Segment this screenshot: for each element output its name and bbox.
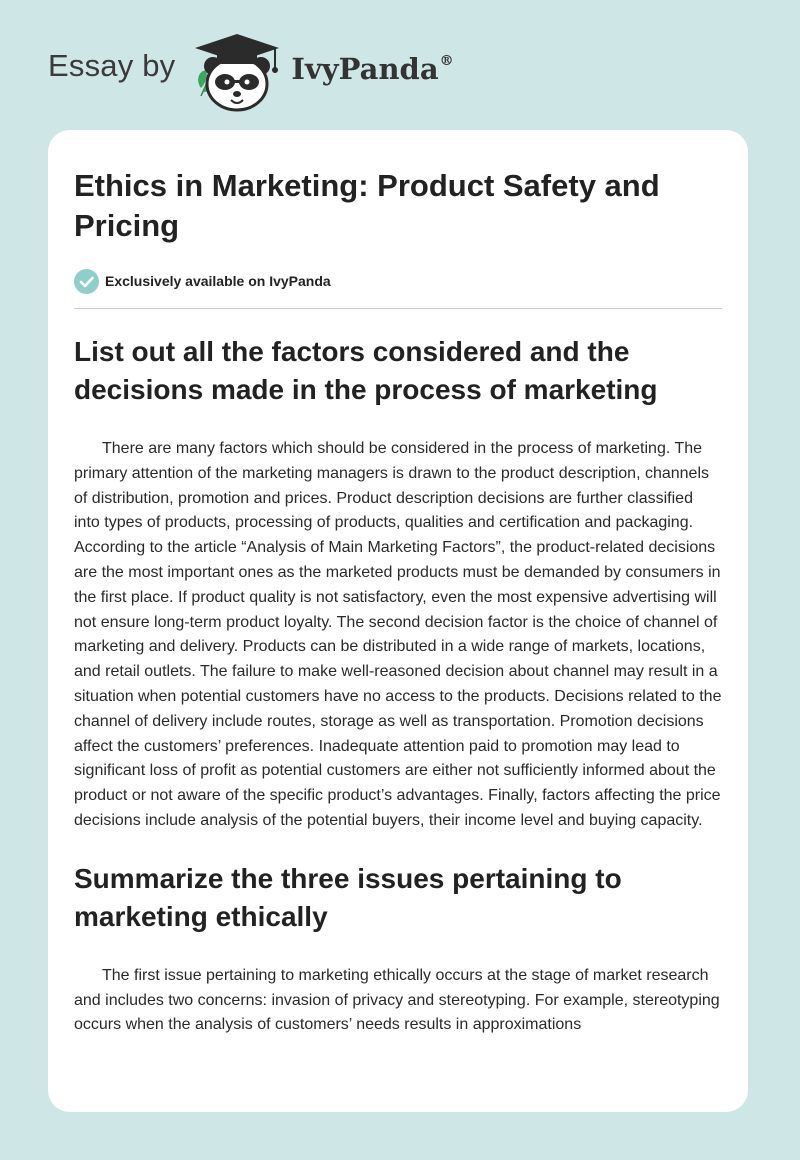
divider [74, 308, 722, 309]
panda-graduate-icon[interactable] [191, 30, 287, 114]
exclusive-label: Exclusively available on IvyPanda [105, 273, 331, 289]
essay-card [48, 130, 748, 1112]
essay-by-label: Essay by [48, 48, 176, 83]
section-paragraph: The first issue pertaining to marketing ethically occurs at the stage of market research and includes two concerns: invasion of privacy and stereotyping. For example, stereotyping occurs when the analysis of customers’ needs results in approximations [74, 966, 720, 1034]
check-circle-icon [74, 269, 99, 294]
brand-name[interactable]: IvyPanda® [291, 52, 454, 86]
section-heading: Summarize the three issues pertaining to marketing ethically [74, 862, 622, 932]
registered-mark: ® [439, 53, 454, 69]
section-heading: List out all the factors considered and the decisions made in the process of marketing [74, 336, 658, 405]
section-paragraph: There are many factors which should be considered in the process of marketing. The primary attention of the marketing managers is drawn to the product description, channels of distribution, promotion and prices. Product description decisions are further classified into types of products, processing of products, qualities and certification and packaging. According to the article “Analysis of Main Marketing Factors”, the product-related decisions are the most important ones as the marketed products must be demanded by consumers in the first place. If product quality is not satisfactory, even the most expensive advertising will not ensure long-term product loyalty. The second decision factor is the choice of channel of marketing and delivery. Products can be distributed in a wide range of markets, locations, and retail outlets. The failure to make well-reasoned decision about channel may result in a situation when potential customers have no access to the products. Decisions related to the channel of delivery include routes, storage as well as transportation. Promotion decisions affect the customers’ preferences. Inadequate attention paid to promotion may lead to significant loss of profit as potential customers are either not sufficiently informed about the product or not aware of the specific product’s advantages. Finally, factors affecting the price decisions include analysis of the potential buyers, their income level and buying capacity. [74, 440, 722, 829]
exclusive-badge [74, 268, 722, 294]
page-title: Ethics in Marketing: Product Safety and Pricing [74, 168, 660, 243]
site-header [48, 30, 454, 114]
